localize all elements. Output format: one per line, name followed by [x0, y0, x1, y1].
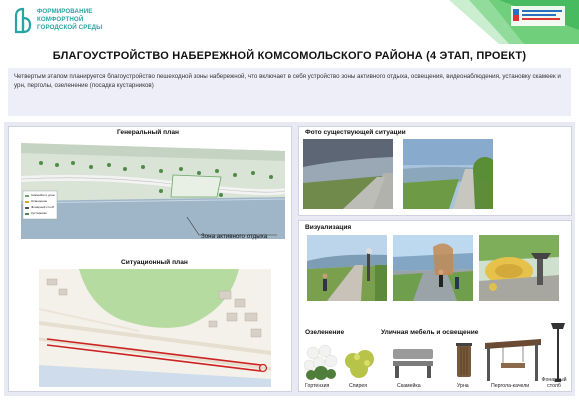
visualization-panel — [298, 220, 572, 392]
lamp-post-illustration — [549, 315, 567, 383]
page-title: БЛАГОУСТРОЙСТВО НАБЕРЕЖНОЙ КОМСОМОЛЬСКОГО РАЙОНА (4 ЭТАП, ПРОЕКТ) — [52, 50, 527, 62]
pergola-swing-icon — [483, 337, 543, 383]
legend-item: Освещение — [31, 199, 48, 203]
intro-text: Четвертым этапом планируется благоустройство пешеходной зоны набережной, что включает в себя устройство зоны активного отдыха, освещения, видеонаблюдения, установку скамеек и урн, перголы, озеленение (посадка кустарников) — [8, 68, 571, 116]
general-plan-title: Генеральный план — [117, 129, 179, 136]
header — [0, 0, 579, 44]
bench-icon — [391, 345, 435, 381]
greening-item-label: Гортензия — [305, 383, 330, 389]
furniture-title: Уличная мебель и освещение — [381, 329, 479, 336]
furniture-item-label: Урна — [457, 383, 469, 389]
logo-icon — [12, 6, 34, 34]
existing-photos-title: Фото существующей ситуации — [305, 129, 406, 136]
legend-item: Скамейки и урны — [31, 193, 55, 197]
logo-line: ГОРОДСКОЙ СРЕДЫ — [37, 24, 103, 31]
existing-photo-1 — [303, 139, 393, 209]
furniture-item-label: Фонарный столб — [541, 377, 567, 389]
visualization-render-1 — [307, 235, 387, 301]
visualization-render-2 — [393, 235, 473, 301]
existing-photos-panel — [298, 126, 572, 216]
national-project-badge — [511, 6, 565, 26]
furniture-item-label: Пергола-качели — [491, 383, 530, 389]
active-zone-label: Зона активного отдыха — [201, 233, 268, 240]
plans-panel — [8, 126, 292, 392]
furniture-item-label: Скамейка — [397, 383, 421, 389]
greening-title: Озеленение — [305, 329, 345, 336]
visualization-render-3 — [479, 235, 559, 301]
situation-plan-map — [39, 269, 271, 387]
legend-item: Кустарники — [31, 211, 47, 215]
greening-item-label: Спирея — [349, 383, 368, 389]
spirea-icon — [343, 347, 377, 381]
legend-item: Фонарный столб — [31, 205, 55, 209]
trash-bin-icon — [455, 343, 473, 381]
logo-line: КОМФОРТНОЙ — [37, 16, 84, 23]
visualization-title: Визуализация — [305, 224, 352, 231]
logo-text — [37, 8, 102, 32]
situation-plan-title: Ситуационный план — [121, 259, 188, 266]
logo-line: ФОРМИРОВАНИЕ — [37, 8, 93, 15]
hydrangea-icon — [303, 343, 339, 383]
existing-photo-2 — [403, 139, 493, 209]
